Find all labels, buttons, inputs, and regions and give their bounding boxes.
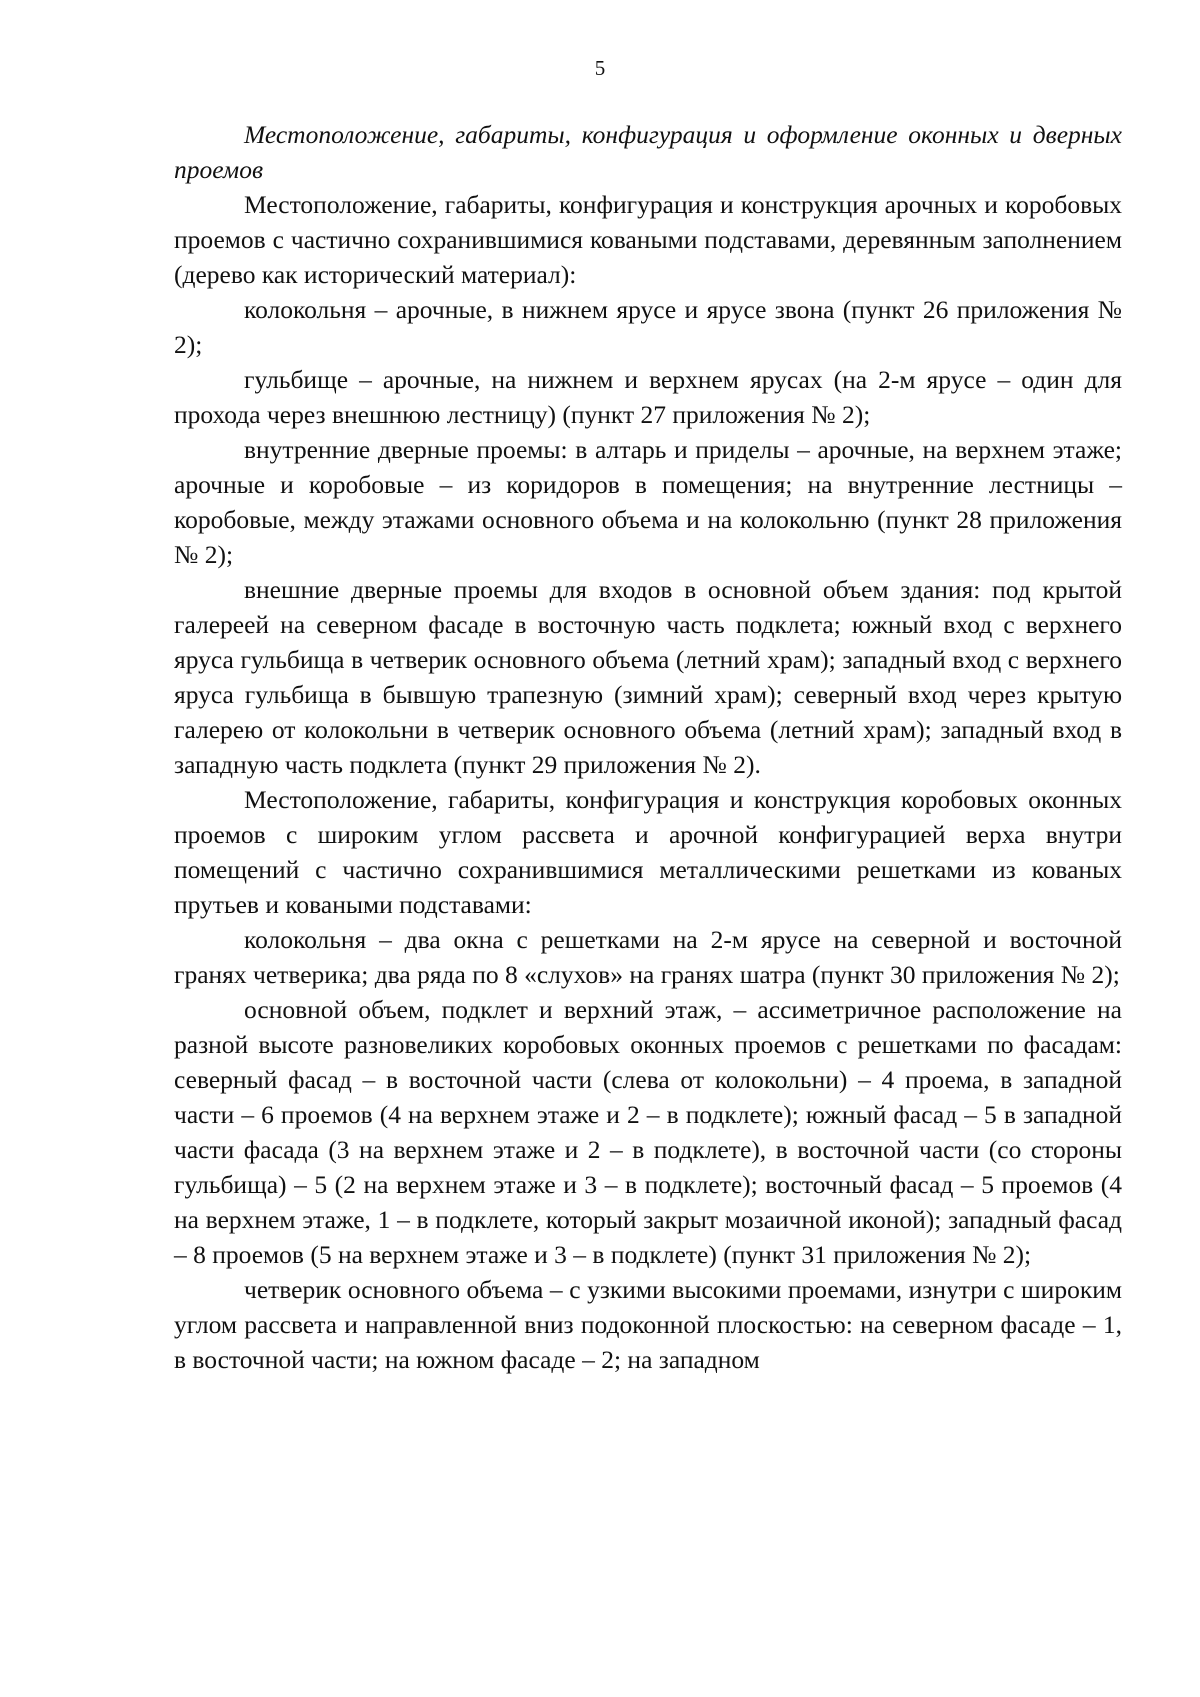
paragraph-main-volume-windows: основной объем, подклет и верхний этаж, – ассиметричное расположение на разной высоте разновеликих коробовых оконных проемов с решетками по фасадам: северный фасад – в восточной части (слева от колокольни) – 4 проема, в западной части – 6 проемов (4 на верхнем этаже и 2 – в подклете); южный фасад – 5 в западной части фасада (3 на верхнем этаже и 2 – в подклете), в восточной части (со стороны гульбища) – 5 (2 на верхнем этаже и 3 – в подклете); восточный фасад – 5 проемов (4 на верхнем этаже, 1 – в подклете, который закрыт мозаичной иконой); западный фасад – 8 проемов (5 на верхнем этаже и 3 – в подклете) (пункт 31 приложения № 2);: [174, 995, 1122, 1269]
paragraph-external-doors: внешние дверные проемы для входов в основной объем здания: под крытой галереей на северном фасаде в восточную часть подклета; южный вход с верхнего яруса гульбища в четверик основного объема (летний храм); западный вход с верхнего яруса гульбища в бывшую трапезную (зимний храм); северный вход через крытую галерею от колокольни в четверик основного объема (летний храм); западный вход в западную часть подклета (пункт 29 приложения № 2).: [174, 575, 1122, 779]
paragraph-windows-intro: Местоположение, габариты, конфигурация и конструкция коробовых оконных проемов с широким углом рассвета и арочной конфигурацией верха внутри помещений с частично сохранившимися металлическими решетками из кованых прутьев и коваными подставами:: [174, 785, 1122, 919]
paragraph-gallery-doors: гульбище – арочные, на нижнем и верхнем ярусах (на 2-м ярусе – один для прохода через внешнюю лестницу) (пункт 27 приложения № 2);: [174, 365, 1122, 429]
paragraph-doorways-intro: Местоположение, габариты, конфигурация и конструкция арочных и коробовых проемов с частично сохранившимися коваными подставами, деревянным заполнением (дерево как исторический материал):: [174, 190, 1122, 289]
page-number: 5: [594, 56, 606, 80]
paragraph-bell-tower-doors: колокольня – арочные, в нижнем ярусе и ярусе звона (пункт 26 приложения № 2);: [174, 295, 1122, 359]
paragraph-chetverik-windows: четверик основного объема – с узкими высокими проемами, изнутри с широким углом рассвета и направленной вниз подоконной плоскостью: на северном фасаде – 1, в восточной части; на южном фасаде – 2; на западном: [174, 1275, 1122, 1374]
paragraph-bell-tower-windows: колокольня – два окна с решетками на 2-м ярусе на северной и восточной гранях четверика; два ряда по 8 «слухов» на гранях шатра (пункт 30 приложения № 2);: [174, 925, 1122, 989]
section-heading: Местоположение, габариты, конфигурация и оформление оконных и дверных проемов: [174, 120, 1122, 184]
paragraph-internal-doors: внутренние дверные проемы: в алтарь и приделы – арочные, на верхнем этаже; арочные и коробовые – из коридоров в помещения; на внутренние лестницы – коробовые, между этажами основного объема и на колокольню (пункт 28 приложения № 2);: [174, 435, 1122, 569]
document-body: [174, 117, 1122, 1377]
